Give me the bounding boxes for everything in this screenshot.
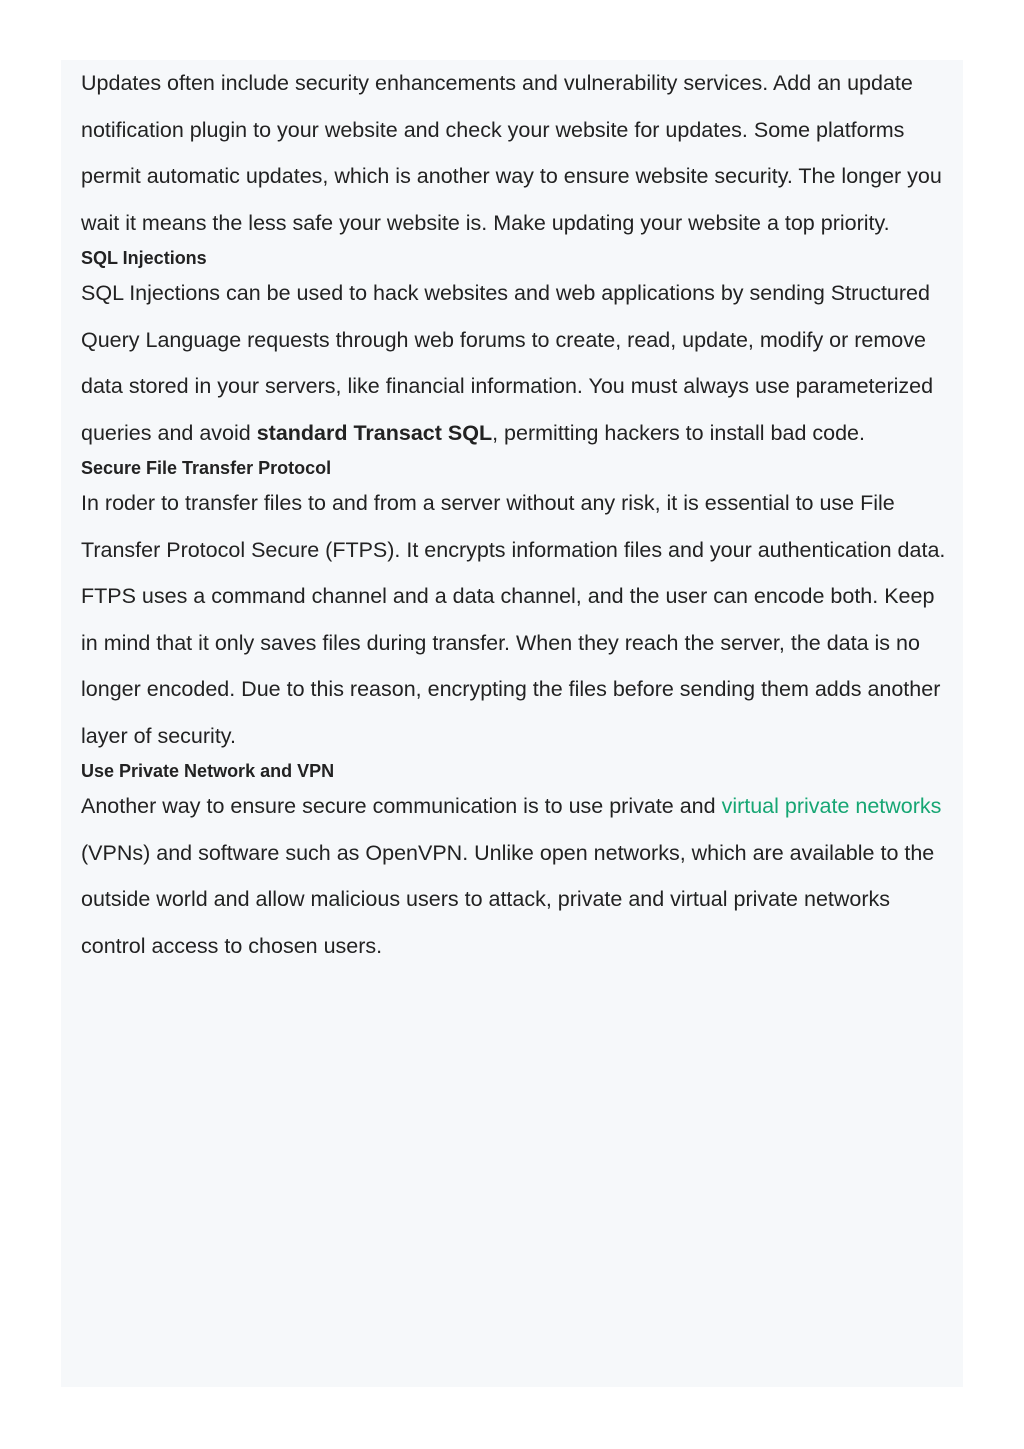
- private-network-vpn-heading: Use Private Network and VPN: [81, 761, 335, 781]
- article-panel: [61, 60, 963, 1387]
- vpn-text-part-2: (VPNs) and software such as OpenVPN. Unlike open networks, which are available to the outside world and allow malicious users to attack, private and virtual private networks control access to chosen users.: [81, 840, 935, 958]
- secure-file-transfer-heading: Secure File Transfer Protocol: [81, 458, 332, 478]
- sql-text-part-2: , permitting hackers to install bad code.: [492, 420, 865, 445]
- sql-injections-paragraph: [81, 270, 951, 456]
- private-network-vpn-paragraph: [81, 783, 951, 969]
- sql-text-part-1: SQL Injections can be used to hack websites and web applications by sending Structured Query Language requests through web forums to create, read, update, modify or remove data stored in your servers, like financial information. You must always use parameterized queries and avoid: [81, 281, 934, 445]
- sql-injections-heading: SQL Injections: [81, 248, 207, 268]
- updates-paragraph: Updates often include security enhancements and vulnerability services. Add an update notification plugin to your website and check your website for updates. Some platforms permit automatic updates, which is another way to ensure website security. The longer you wait it means the less safe your website is. Make updating your website a top priority.: [81, 71, 942, 235]
- secure-file-transfer-paragraph: In roder to transfer files to and from a server without any risk, it is essential to use File Transfer Protocol Secure (FTPS). It encrypts information files and your authentication data. FTPS uses a command channel and a data channel, and the user can encode both. Keep in mind that it only saves files during transfer. When they reach the server, the data is no longer encoded. Due to this reason, encrypting the files before sending them adds another layer of security.: [81, 491, 946, 748]
- vpn-text-part-1: Another way to ensure secure communication is to use private and: [81, 794, 722, 818]
- virtual-private-networks-link[interactable]: virtual private networks: [721, 794, 942, 818]
- article-content: [81, 60, 951, 969]
- sql-bold-term: standard Transact SQL: [256, 420, 493, 445]
